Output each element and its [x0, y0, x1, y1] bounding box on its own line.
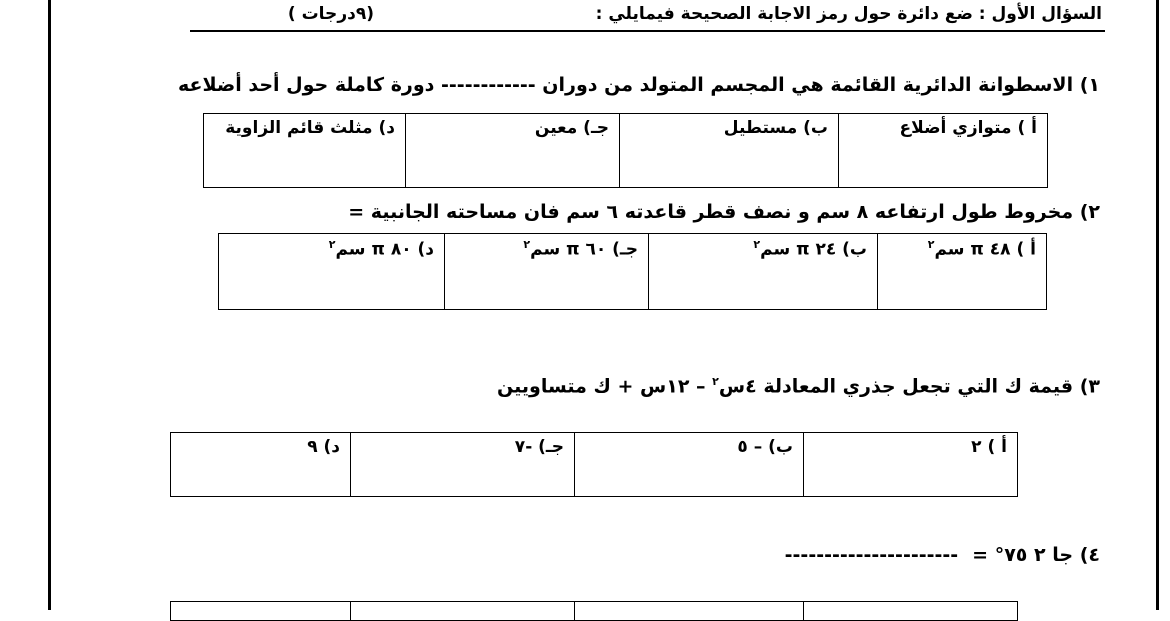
question-3-text: ٣) قيمة ك التي تجعل جذري المعادلة ٤س$^٢$ – ١٢س + ك متساويين: [497, 375, 1100, 398]
question-4-options: [170, 601, 1018, 621]
question-2-text: ٢) مخروط طول ارتفاعه ٨ سم و نصف قطر قاعدته ٦ سم فان مساحته الجانبية =: [348, 201, 1100, 223]
question-4-option-d[interactable]: [171, 602, 351, 621]
question-2-option-a[interactable]: ﺃ ) ٤٨ π سم$^٢$: [878, 234, 1047, 310]
page-border-left: [48, 0, 51, 610]
header-underline: [190, 30, 1105, 32]
question-4-option-c[interactable]: [351, 602, 575, 621]
question-1-option-d[interactable]: د) مثلث قائم الزاوية: [204, 114, 406, 188]
question-2-options: [218, 233, 1047, 310]
question-4-option-a[interactable]: [804, 602, 1018, 621]
question-1-text: ١) الاسطوانة الدائرية القائمة هي المجسم المتولد من دوران ------------ دورة كاملة حول أحد أضلاعه: [177, 74, 1100, 96]
question-1-option-c[interactable]: جـ) معين: [406, 114, 620, 188]
question-3-option-a[interactable]: ﺃ ) ٢: [804, 433, 1018, 497]
question-4-option-b[interactable]: [575, 602, 804, 621]
section-header: [287, 4, 1102, 24]
question-4-text: ٤) جا ٢ ٧٥° =----------------------: [784, 544, 1100, 566]
page-border-right: [1156, 0, 1159, 610]
question-1-option-b[interactable]: ب) مستطيل: [620, 114, 839, 188]
question-3-option-c[interactable]: جـ) -٧: [351, 433, 575, 497]
question-3-option-b[interactable]: ب) – ٥: [575, 433, 804, 497]
section-title: السؤال الأول : ضع دائرة حول رمز الاجابة الصحيحة فيمايلي :: [595, 4, 1102, 24]
question-1-option-a[interactable]: ﺃ ) متوازي أضلاع: [839, 114, 1048, 188]
section-marks: (٩درجات ): [287, 4, 374, 24]
question-3-option-d[interactable]: د) ٩: [171, 433, 351, 497]
question-2-option-c[interactable]: جـ) ٦٠ π سم$^٢$: [445, 234, 649, 310]
question-2-option-b[interactable]: ب) ٢٤ π سم$^٢$: [649, 234, 878, 310]
question-1-options: [203, 113, 1048, 188]
question-4-blank: ----------------------: [784, 544, 959, 566]
question-3-options: [170, 432, 1018, 497]
question-2-option-d[interactable]: د) ٨٠ π سم$^٢$: [219, 234, 445, 310]
